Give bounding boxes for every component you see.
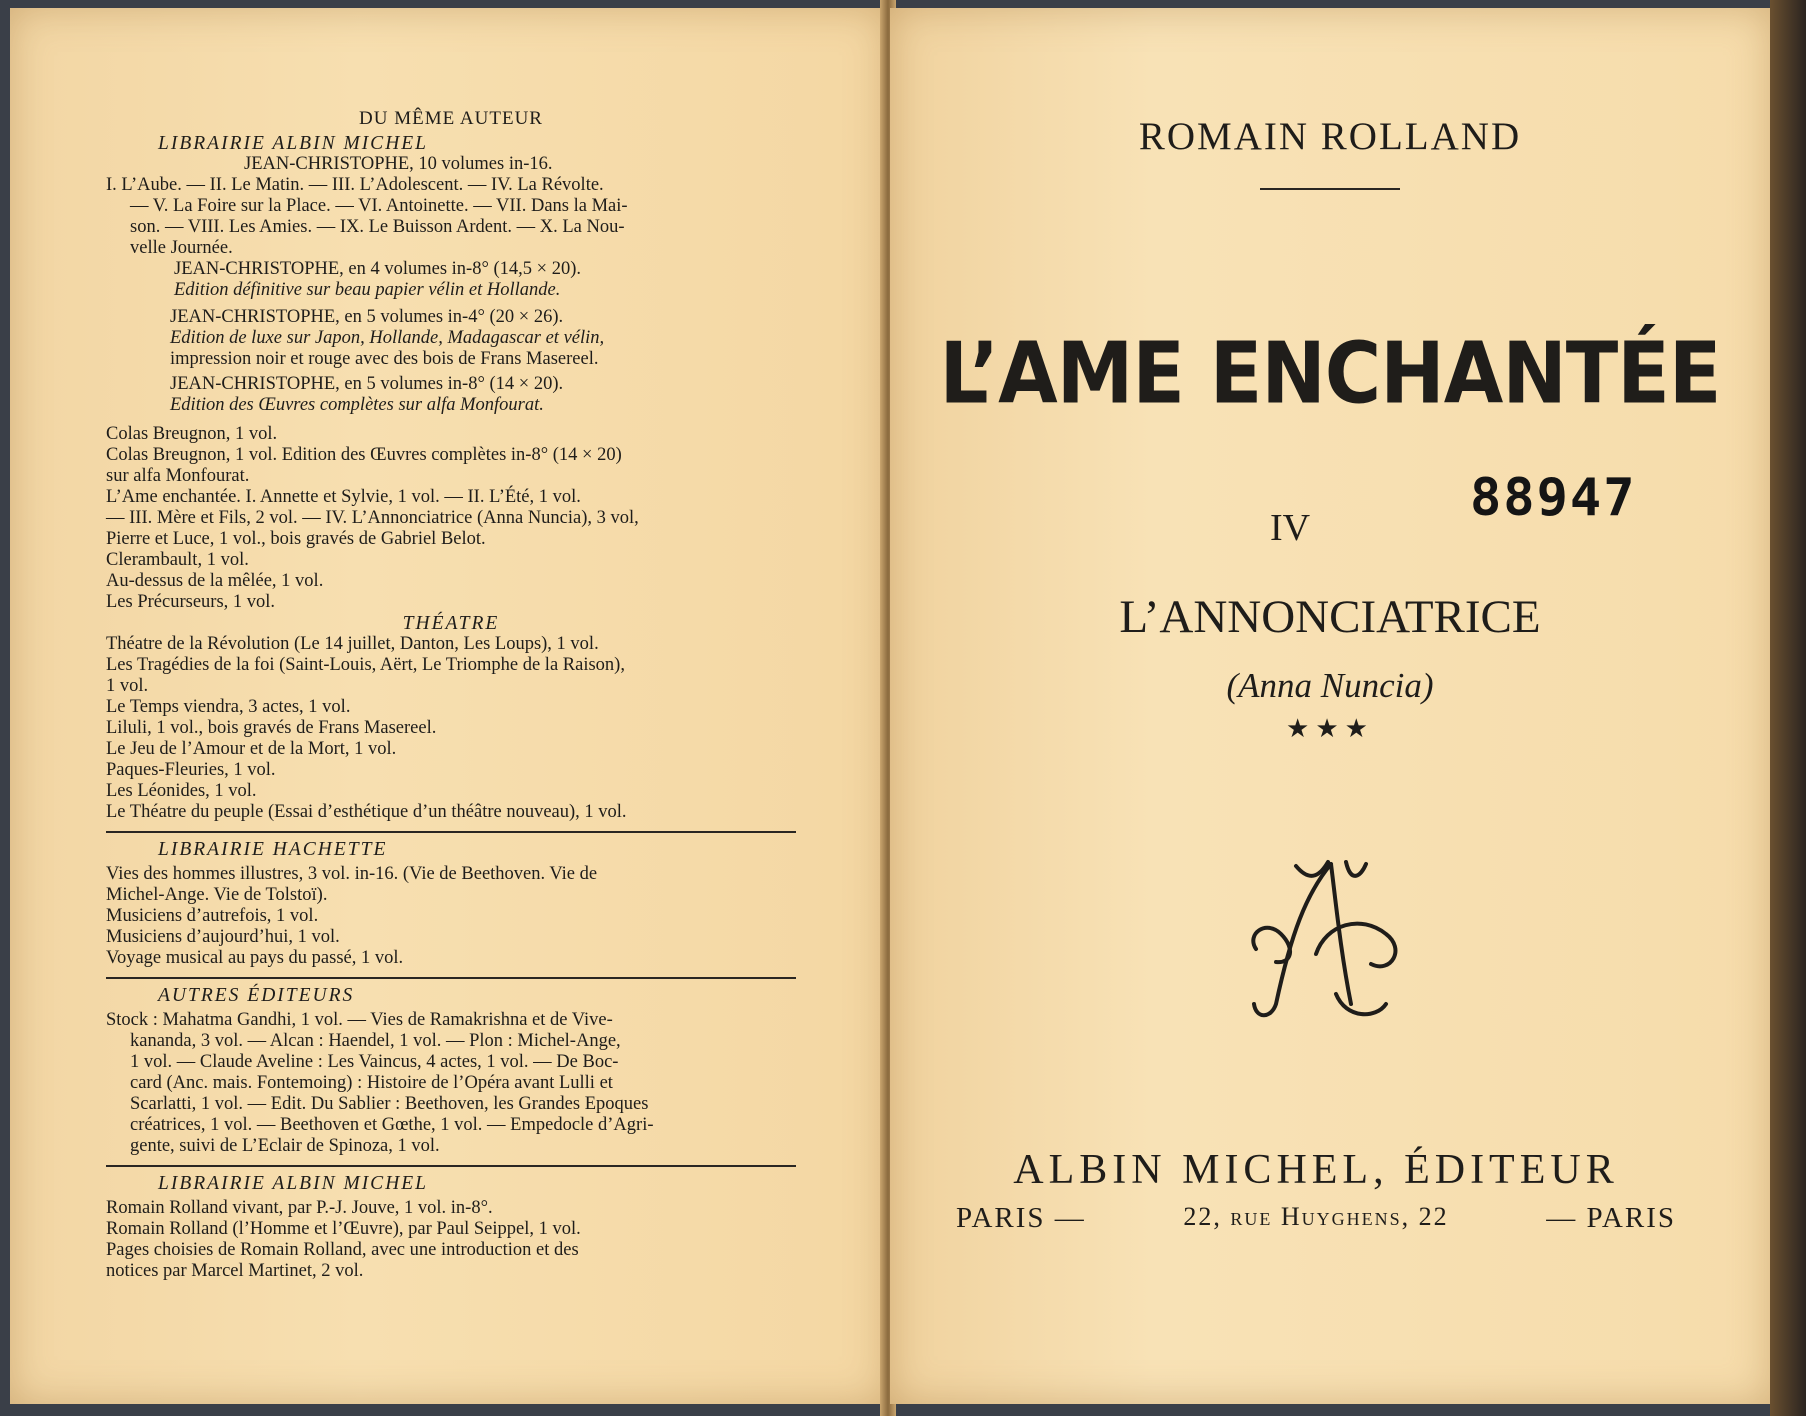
address-street: 22, rue Huyghens, 22 [1183,1202,1449,1231]
section-heading: AUTRES ÉDITEURS [158,985,355,1006]
list-item: Pages choisies de Romain Rolland, avec une introduction et des [106,1240,579,1260]
ornament-stars: ★★★ [1286,714,1374,744]
list-item: Musiciens d’aujourd’hui, 1 vol. [106,927,340,947]
address-city-right: — PARIS [1546,1202,1676,1234]
list-item: I. L’Aube. — II. Le Matin. — III. L’Adolescent. — IV. La Révolte. [106,175,604,195]
divider [106,831,796,833]
list-item: JEAN-CHRISTOPHE, 10 volumes in-16. [244,154,553,174]
book-cover-edge [1770,0,1806,1416]
divider [106,1165,796,1167]
list-item: Clerambault, 1 vol. [106,550,249,570]
autres-list [106,1010,796,1157]
list-item: Romain Rolland (l’Homme et l’Œuvre), par Paul Seippel, 1 vol. [106,1219,581,1239]
list-item: Vies des hommes illustres, 3 vol. in-16. (Vie de Beethoven. Vie de [106,864,598,884]
list-item: Les Tragédies de la foi (Saint-Louis, Aërt, Le Triomphe de la Raison), [106,655,625,675]
section-heading: THÉATRE [402,613,500,634]
list-item: Colas Breugnon, 1 vol. [106,424,278,444]
section-heading: LIBRAIRIE ALBIN MICHEL [158,1173,429,1194]
list-item: gente, suivi de L’Eclair de Spinoza, 1 vol. [130,1136,440,1156]
jc1-volumes [106,175,796,259]
list-item: Scarlatti, 1 vol. — Edit. Du Sablier : Beethoven, les Grandes Epoques [130,1094,649,1114]
bibliography [106,108,796,1282]
list-item: Musiciens d’autrefois, 1 vol. [106,906,319,926]
list-item: kananda, 3 vol. — Alcan : Haendel, 1 vol. — Plon : Michel-Ange, [130,1031,621,1051]
list-item: Les Léonides, 1 vol. [106,781,257,801]
list-item: Le Jeu de l’Amour et de la Mort, 1 vol. [106,739,397,759]
list-item: Liluli, 1 vol., bois gravés de Frans Masereel. [106,718,437,738]
left-page [10,8,886,1404]
list-item: Edition des Œuvres complètes sur alfa Monfourat. [170,395,544,415]
list-item: card (Anc. mais. Fontemoing) : Histoire de l’Opéra avant Lulli et [130,1073,613,1093]
list-item: 1 vol. — Claude Aveline : Les Vaincus, 4 actes, 1 vol. — De Boc- [130,1052,619,1072]
list-heading: DU MÊME AUTEUR [359,108,543,129]
list-item: Colas Breugnon, 1 vol. Edition des Œuvres complètes in-8° (14 × 20) [106,445,622,465]
list-item: Le Théatre du peuple (Essai d’esthétique d’un théâtre nouveau), 1 vol. [106,802,627,822]
am-monogram-icon [1236,854,1416,1028]
publisher-address [956,1202,1676,1235]
divider [1260,188,1400,190]
works-list [106,424,796,613]
list-item: Stock : Mahatma Gandhi, 1 vol. — Vies de Ramakrishna et de Vive- [106,1010,613,1030]
subtitle-alt: (Anna Nuncia) [1226,666,1434,705]
volume-number: IV [1269,507,1311,549]
list-item: — III. Mère et Fils, 2 vol. — IV. L’Annonciatrice (Anna Nuncia), 3 vol, [106,508,639,528]
list-item: Edition de luxe sur Japon, Hollande, Madagascar et vélin, [170,328,605,348]
list-item: Pierre et Luce, 1 vol., bois gravés de Gabriel Belot. [106,529,486,549]
theatre-list [106,634,796,823]
list-item: JEAN-CHRISTOPHE, en 4 volumes in-8° (14,5 × 20). [174,259,581,279]
list-item: JEAN-CHRISTOPHE, en 5 volumes in-4° (20 × 26). [170,307,564,327]
library-stamp: 88947 [1470,468,1637,528]
list-item: impression noir et rouge avec des bois de Frans Masereel. [170,349,599,369]
list-item: créatrices, 1 vol. — Beethoven et Gœthe, 1 vol. — Empedocle d’Agri- [130,1115,654,1135]
list-item: JEAN-CHRISTOPHE, en 5 volumes in-8° (14 × 20). [170,374,564,394]
publisher: ALBIN MICHEL, ÉDITEUR [1013,1147,1619,1193]
list-item: — V. La Foire sur la Place. — VI. Antoinette. — VII. Dans la Mai- [130,196,628,216]
list-item: Voyage musical au pays du passé, 1 vol. [106,948,404,968]
list-item: Les Précurseurs, 1 vol. [106,592,276,612]
list-item: Romain Rolland vivant, par P.-J. Jouve, 1 vol. in-8°. [106,1198,493,1218]
list-item: Au-dessus de la mêlée, 1 vol. [106,571,324,591]
list-item: son. — VIII. Les Amies. — IX. Le Buisson Ardent. — X. La Nou- [130,217,625,237]
section-heading: LIBRAIRIE HACHETTE [158,839,388,860]
list-item: sur alfa Monfourat. [106,466,250,486]
book-title: L’AME ENCHANTÉE [939,325,1721,424]
address-city-left: PARIS — [956,1202,1086,1234]
list-item: 1 vol. [106,676,149,696]
list-item: Théatre de la Révolution (Le 14 juillet, Danton, Les Loups), 1 vol. [106,634,599,654]
list-item: L’Ame enchantée. I. Annette et Sylvie, 1 vol. — II. L’Été, 1 vol. [106,487,581,507]
albin-list [106,1198,796,1282]
title-page [890,8,1770,1404]
author-name: ROMAIN ROLLAND [1138,115,1522,158]
list-item: Michel-Ange. Vie de Tolstoï). [106,885,328,905]
list-item: notices par Marcel Martinet, 2 vol. [106,1261,364,1281]
list-item: velle Journée. [130,238,233,258]
list-item: Edition définitive sur beau papier vélin et Hollande. [174,280,561,300]
list-item: Paques-Fleuries, 1 vol. [106,760,276,780]
divider [106,977,796,979]
section-heading: LIBRAIRIE ALBIN MICHEL [158,133,429,154]
subtitle: L’ANNONCIATRICE [1119,591,1541,643]
list-item: Le Temps viendra, 3 actes, 1 vol. [106,697,351,717]
hachette-list [106,864,796,969]
